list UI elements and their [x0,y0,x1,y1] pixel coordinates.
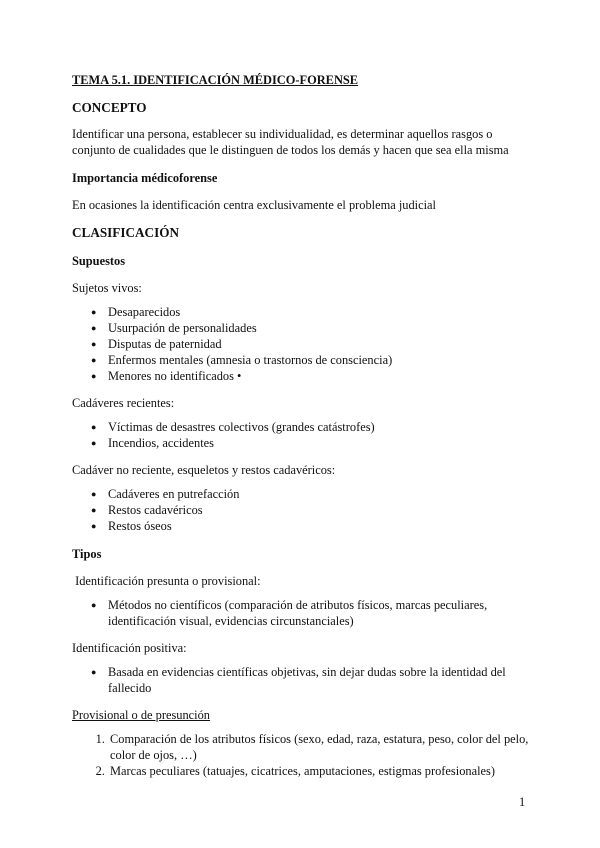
sujetos-vivos-label: Sujetos vivos: [72,281,142,295]
identificacion-positiva-label: Identificación positiva: [72,641,187,655]
concepto-text: Identificar una persona, establecer su individualidad, es determinar aquellos rasgos o conjunto de cualidades que le distinguen de todos los demás y hacen que sea ella misma [72,127,509,157]
cadaver-no-reciente-label: Cadáver no reciente, esqueletos y restos cadavéricos: [72,463,336,477]
importancia-text: En ocasiones la identificación centra exclusivamente el problema judicial [72,198,436,212]
list-item: ● Menores no identificados • [108,368,532,384]
list-item: ● Restos cadavéricos [108,502,532,518]
page-number: 1 [519,795,526,809]
document-page [72,64,532,779]
supuestos-heading: Supuestos [72,254,126,268]
identificacion-presunta-list [72,597,532,629]
tipos-heading: Tipos [72,547,102,561]
sujetos-vivos-list [72,304,532,384]
provisional-list [72,731,532,779]
list-item: ● Cadáveres en putrefacción [108,486,532,502]
list-item: ● Incendios, accidentes [108,435,532,451]
cadaveres-recientes-label: Cadáveres recientes: [72,396,175,410]
list-item: ● Basada en evidencias científicas objetivas, sin dejar dudas sobre la identidad del fallecido [108,664,532,696]
clasificacion-heading: CLASIFICACIÓN [72,225,179,240]
importancia-heading: Importancia médicoforense [72,171,218,185]
list-item: ● Restos óseos [108,518,532,534]
list-item: 2. Marcas peculiares (tatuajes, cicatrices, amputaciones, estigmas profesionales) [108,763,532,779]
document-title: TEMA 5.1. IDENTIFICACIÓN MÉDICO-FORENSE [72,73,359,87]
identificacion-positiva-list [72,664,532,696]
list-item: ● Víctimas de desastres colectivos (grandes catástrofes) [108,419,532,435]
list-item: ● Disputas de paternidad [108,336,532,352]
cadaver-no-reciente-list [72,486,532,534]
list-item: ● Usurpación de personalidades [108,320,532,336]
list-item: ● Enfermos mentales (amnesia o trastornos de consciencia) [108,352,532,368]
cadaveres-recientes-list [72,419,532,451]
provisional-heading: Provisional o de presunción [72,708,210,722]
list-item: ● Desaparecidos [108,304,532,320]
concepto-heading: CONCEPTO [72,100,147,115]
list-item: ● Métodos no científicos (comparación de atributos físicos, marcas peculiares, identificación visual, evidencias circunstanciales) [108,597,532,629]
identificacion-presunta-label: Identificación presunta o provisional: [72,574,261,588]
list-item: 1. Comparación de los atributos físicos (sexo, edad, raza, estatura, peso, color del pelo, color de ojos, …) [108,731,532,763]
